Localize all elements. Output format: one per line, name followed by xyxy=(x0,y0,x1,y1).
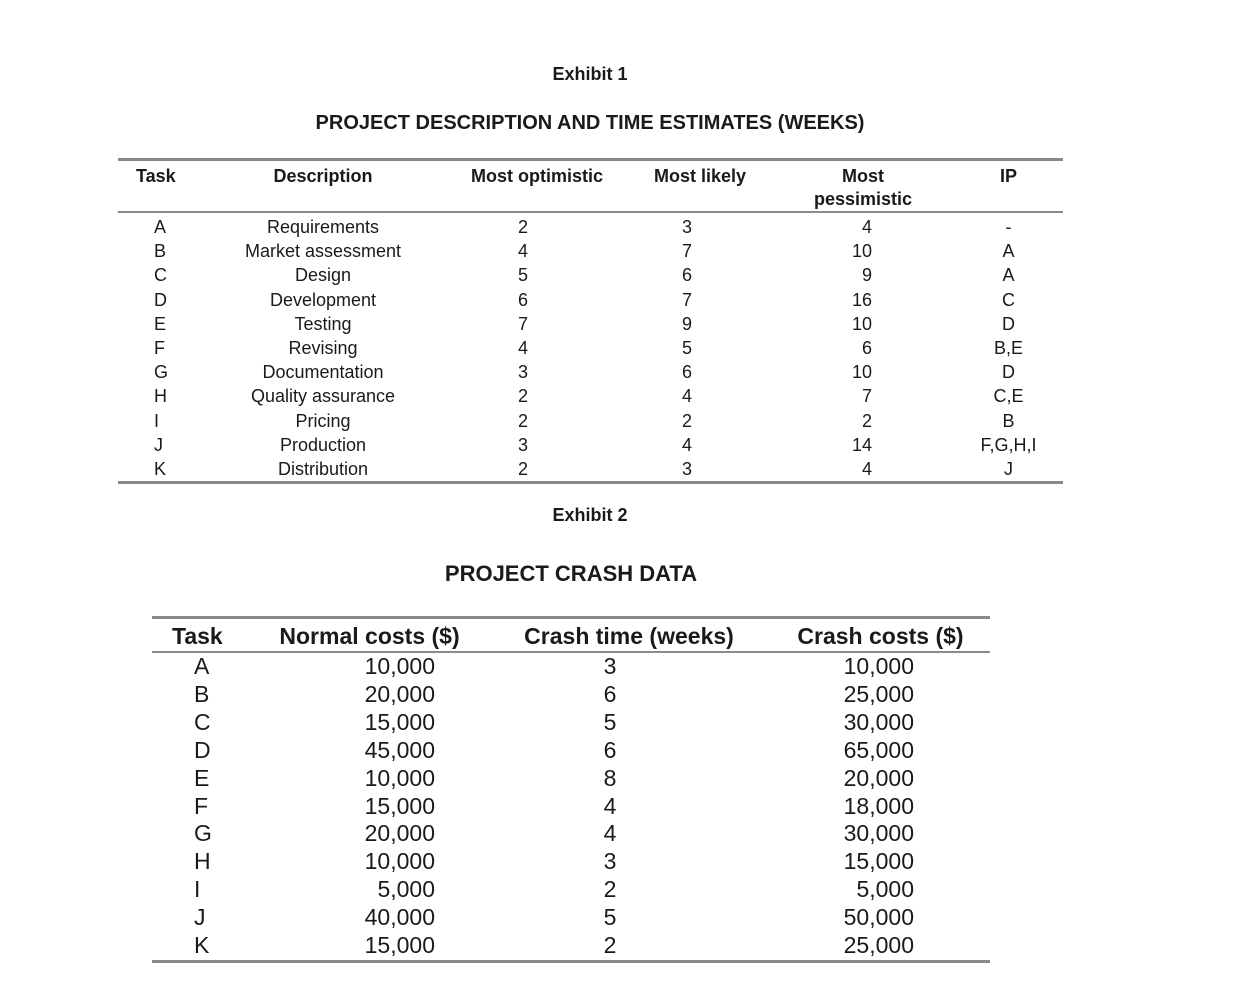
time-estimates-table xyxy=(118,158,1063,484)
table-row xyxy=(152,793,990,821)
cell-crash-time: 3 xyxy=(603,653,617,679)
cell-task: H xyxy=(194,848,211,875)
cell-task: K xyxy=(154,459,167,480)
cell-pessimistic: 10 xyxy=(851,362,872,383)
cell-task: I xyxy=(154,410,160,431)
cell-normal-costs: 45,000 xyxy=(364,736,435,763)
cell-likely: 6 xyxy=(682,362,693,383)
cell-pessimistic: 4 xyxy=(861,217,872,237)
cell-optimistic: 2 xyxy=(518,217,529,237)
cell-task: C xyxy=(194,708,211,735)
cell-description: Requirements xyxy=(266,217,380,237)
cell-crash-time: 6 xyxy=(603,736,617,763)
table-row xyxy=(118,360,1063,384)
header-most-pessimistic xyxy=(772,160,954,213)
cell-crash-costs: 25,000 xyxy=(843,680,914,707)
cell-normal-costs: 15,000 xyxy=(364,708,435,735)
table-row xyxy=(152,904,990,932)
cell-task: C xyxy=(154,265,167,286)
cell-ip: J xyxy=(1004,459,1013,480)
crash-data-table xyxy=(152,616,990,963)
table-row xyxy=(152,932,990,961)
header-task: Task xyxy=(118,160,200,213)
cell-task: H xyxy=(154,386,167,407)
cell-likely: 9 xyxy=(682,313,693,334)
cell-normal-costs: 20,000 xyxy=(364,680,435,707)
cell-optimistic: 2 xyxy=(518,386,529,407)
cell-likely: 2 xyxy=(682,410,693,431)
table-row xyxy=(118,433,1063,457)
table-header-row xyxy=(118,160,1063,213)
header-task: Task xyxy=(152,618,252,653)
cell-crash-costs: 20,000 xyxy=(843,764,914,791)
cell-normal-costs: 10,000 xyxy=(364,848,435,875)
table-header-row xyxy=(152,618,990,653)
cell-crash-time: 4 xyxy=(603,820,617,847)
cell-ip: D xyxy=(1002,362,1015,383)
cell-crash-time: 3 xyxy=(603,848,617,875)
cell-crash-time: 2 xyxy=(603,876,617,903)
cell-likely: 6 xyxy=(682,265,693,286)
header-most-likely: Most likely xyxy=(628,160,772,213)
cell-task: K xyxy=(194,932,210,959)
cell-ip: F,G,H,I xyxy=(980,434,1037,455)
cell-ip: C,E xyxy=(993,386,1024,407)
header-crash-time: Crash time (weeks) xyxy=(487,618,771,653)
cell-optimistic: 4 xyxy=(518,241,529,262)
cell-task: F xyxy=(194,792,209,819)
cell-ip: D xyxy=(1002,313,1015,334)
cell-description: Revising xyxy=(288,338,358,359)
cell-task: A xyxy=(154,217,167,237)
cell-crash-costs: 15,000 xyxy=(843,848,914,875)
cell-description: Production xyxy=(279,434,367,455)
cell-optimistic: 2 xyxy=(518,459,529,480)
cell-crash-time: 6 xyxy=(603,680,617,707)
table-row xyxy=(152,681,990,709)
table-row xyxy=(118,212,1063,239)
exhibit1-title: Exhibit 1 xyxy=(552,64,628,84)
cell-pessimistic: 9 xyxy=(861,265,872,286)
cell-task: J xyxy=(194,904,206,931)
cell-crash-time: 8 xyxy=(603,764,617,791)
table-row xyxy=(152,848,990,876)
cell-crash-costs: 65,000 xyxy=(843,736,914,763)
table-row xyxy=(118,336,1063,360)
cell-pessimistic: 10 xyxy=(851,313,872,334)
cell-likely: 4 xyxy=(682,434,693,455)
table-row xyxy=(118,239,1063,263)
table-row xyxy=(152,820,990,848)
cell-likely: 3 xyxy=(682,217,693,237)
header-most-pessimistic-line2: pessimistic xyxy=(813,189,913,209)
cell-pessimistic: 14 xyxy=(851,434,872,455)
header-crash-costs: Crash costs ($) xyxy=(771,618,990,653)
cell-crash-time: 4 xyxy=(603,792,617,819)
cell-task: F xyxy=(154,338,165,359)
cell-crash-costs: 30,000 xyxy=(843,708,914,735)
cell-pessimistic: 6 xyxy=(861,338,872,359)
cell-task: B xyxy=(154,241,167,262)
table-row xyxy=(118,288,1063,312)
cell-likely: 7 xyxy=(682,241,693,262)
cell-description: Market assessment xyxy=(244,241,402,262)
cell-normal-costs: 15,000 xyxy=(364,932,435,959)
cell-task: I xyxy=(194,876,201,903)
header-most-optimistic: Most optimistic xyxy=(446,160,628,213)
table-row xyxy=(152,765,990,793)
cell-pessimistic: 2 xyxy=(861,410,872,431)
cell-likely: 4 xyxy=(682,386,693,407)
cell-task: A xyxy=(194,653,210,679)
cell-pessimistic: 4 xyxy=(861,459,872,480)
cell-description: Testing xyxy=(294,313,352,334)
table-row xyxy=(118,312,1063,336)
header-most-pessimistic-line1: Most xyxy=(842,166,884,186)
header-description: Description xyxy=(200,160,446,213)
cell-pessimistic: 10 xyxy=(851,241,872,262)
cell-crash-time: 5 xyxy=(603,904,617,931)
cell-pessimistic: 7 xyxy=(861,386,872,407)
cell-task: E xyxy=(194,764,210,791)
cell-task: G xyxy=(154,362,169,383)
table-row xyxy=(118,457,1063,483)
cell-description: Documentation xyxy=(262,362,384,383)
cell-task: J xyxy=(154,434,163,455)
table-row xyxy=(118,409,1063,433)
cell-optimistic: 2 xyxy=(518,410,529,431)
exhibit1-subtitle: PROJECT DESCRIPTION AND TIME ESTIMATES (WEEKS) xyxy=(315,112,865,134)
cell-description: Development xyxy=(269,289,377,310)
cell-likely: 5 xyxy=(682,338,693,359)
cell-crash-costs: 50,000 xyxy=(843,904,914,931)
cell-crash-time: 2 xyxy=(603,932,617,959)
cell-optimistic: 4 xyxy=(518,338,529,359)
cell-ip: C xyxy=(1002,289,1015,310)
cell-description: Design xyxy=(294,265,352,286)
cell-normal-costs: 15,000 xyxy=(364,792,435,819)
cell-normal-costs: 10,000 xyxy=(364,764,435,791)
table-row xyxy=(152,876,990,904)
cell-description: Quality assurance xyxy=(250,386,396,407)
header-ip: IP xyxy=(954,160,1063,213)
exhibit2-title: Exhibit 2 xyxy=(552,505,628,523)
header-normal-costs: Normal costs ($) xyxy=(252,618,487,653)
cell-ip: B xyxy=(1002,410,1015,431)
cell-crash-costs: 10,000 xyxy=(843,653,914,679)
cell-likely: 7 xyxy=(682,289,693,310)
cell-task: B xyxy=(194,680,210,707)
cell-normal-costs: 20,000 xyxy=(364,820,435,847)
table-row xyxy=(118,384,1063,408)
cell-task: E xyxy=(154,313,167,334)
cell-ip: - xyxy=(1005,217,1012,237)
exhibit2-subtitle: PROJECT CRASH DATA xyxy=(444,561,698,586)
cell-crash-time: 5 xyxy=(603,708,617,735)
cell-crash-costs: 5,000 xyxy=(856,876,914,903)
cell-optimistic: 7 xyxy=(518,313,529,334)
cell-optimistic: 3 xyxy=(518,434,529,455)
cell-normal-costs: 5,000 xyxy=(377,876,435,903)
table-row xyxy=(152,709,990,737)
cell-optimistic: 6 xyxy=(518,289,529,310)
cell-normal-costs: 10,000 xyxy=(364,653,435,679)
cell-optimistic: 3 xyxy=(518,362,529,383)
cell-normal-costs: 40,000 xyxy=(364,904,435,931)
cell-description: Pricing xyxy=(295,410,351,431)
cell-optimistic: 5 xyxy=(518,265,529,286)
table-row xyxy=(118,263,1063,287)
table-row xyxy=(152,652,990,681)
cell-task: D xyxy=(154,289,167,310)
cell-task: D xyxy=(194,736,211,763)
cell-likely: 3 xyxy=(682,459,693,480)
cell-pessimistic: 16 xyxy=(851,289,872,310)
cell-crash-costs: 18,000 xyxy=(843,792,914,819)
cell-crash-costs: 30,000 xyxy=(843,820,914,847)
cell-task: G xyxy=(194,820,212,847)
cell-ip: A xyxy=(1002,241,1015,262)
cell-description: Distribution xyxy=(277,459,369,480)
cell-ip: B,E xyxy=(993,338,1023,359)
cell-ip: A xyxy=(1002,265,1015,286)
table-row xyxy=(152,737,990,765)
cell-crash-costs: 25,000 xyxy=(843,932,914,959)
